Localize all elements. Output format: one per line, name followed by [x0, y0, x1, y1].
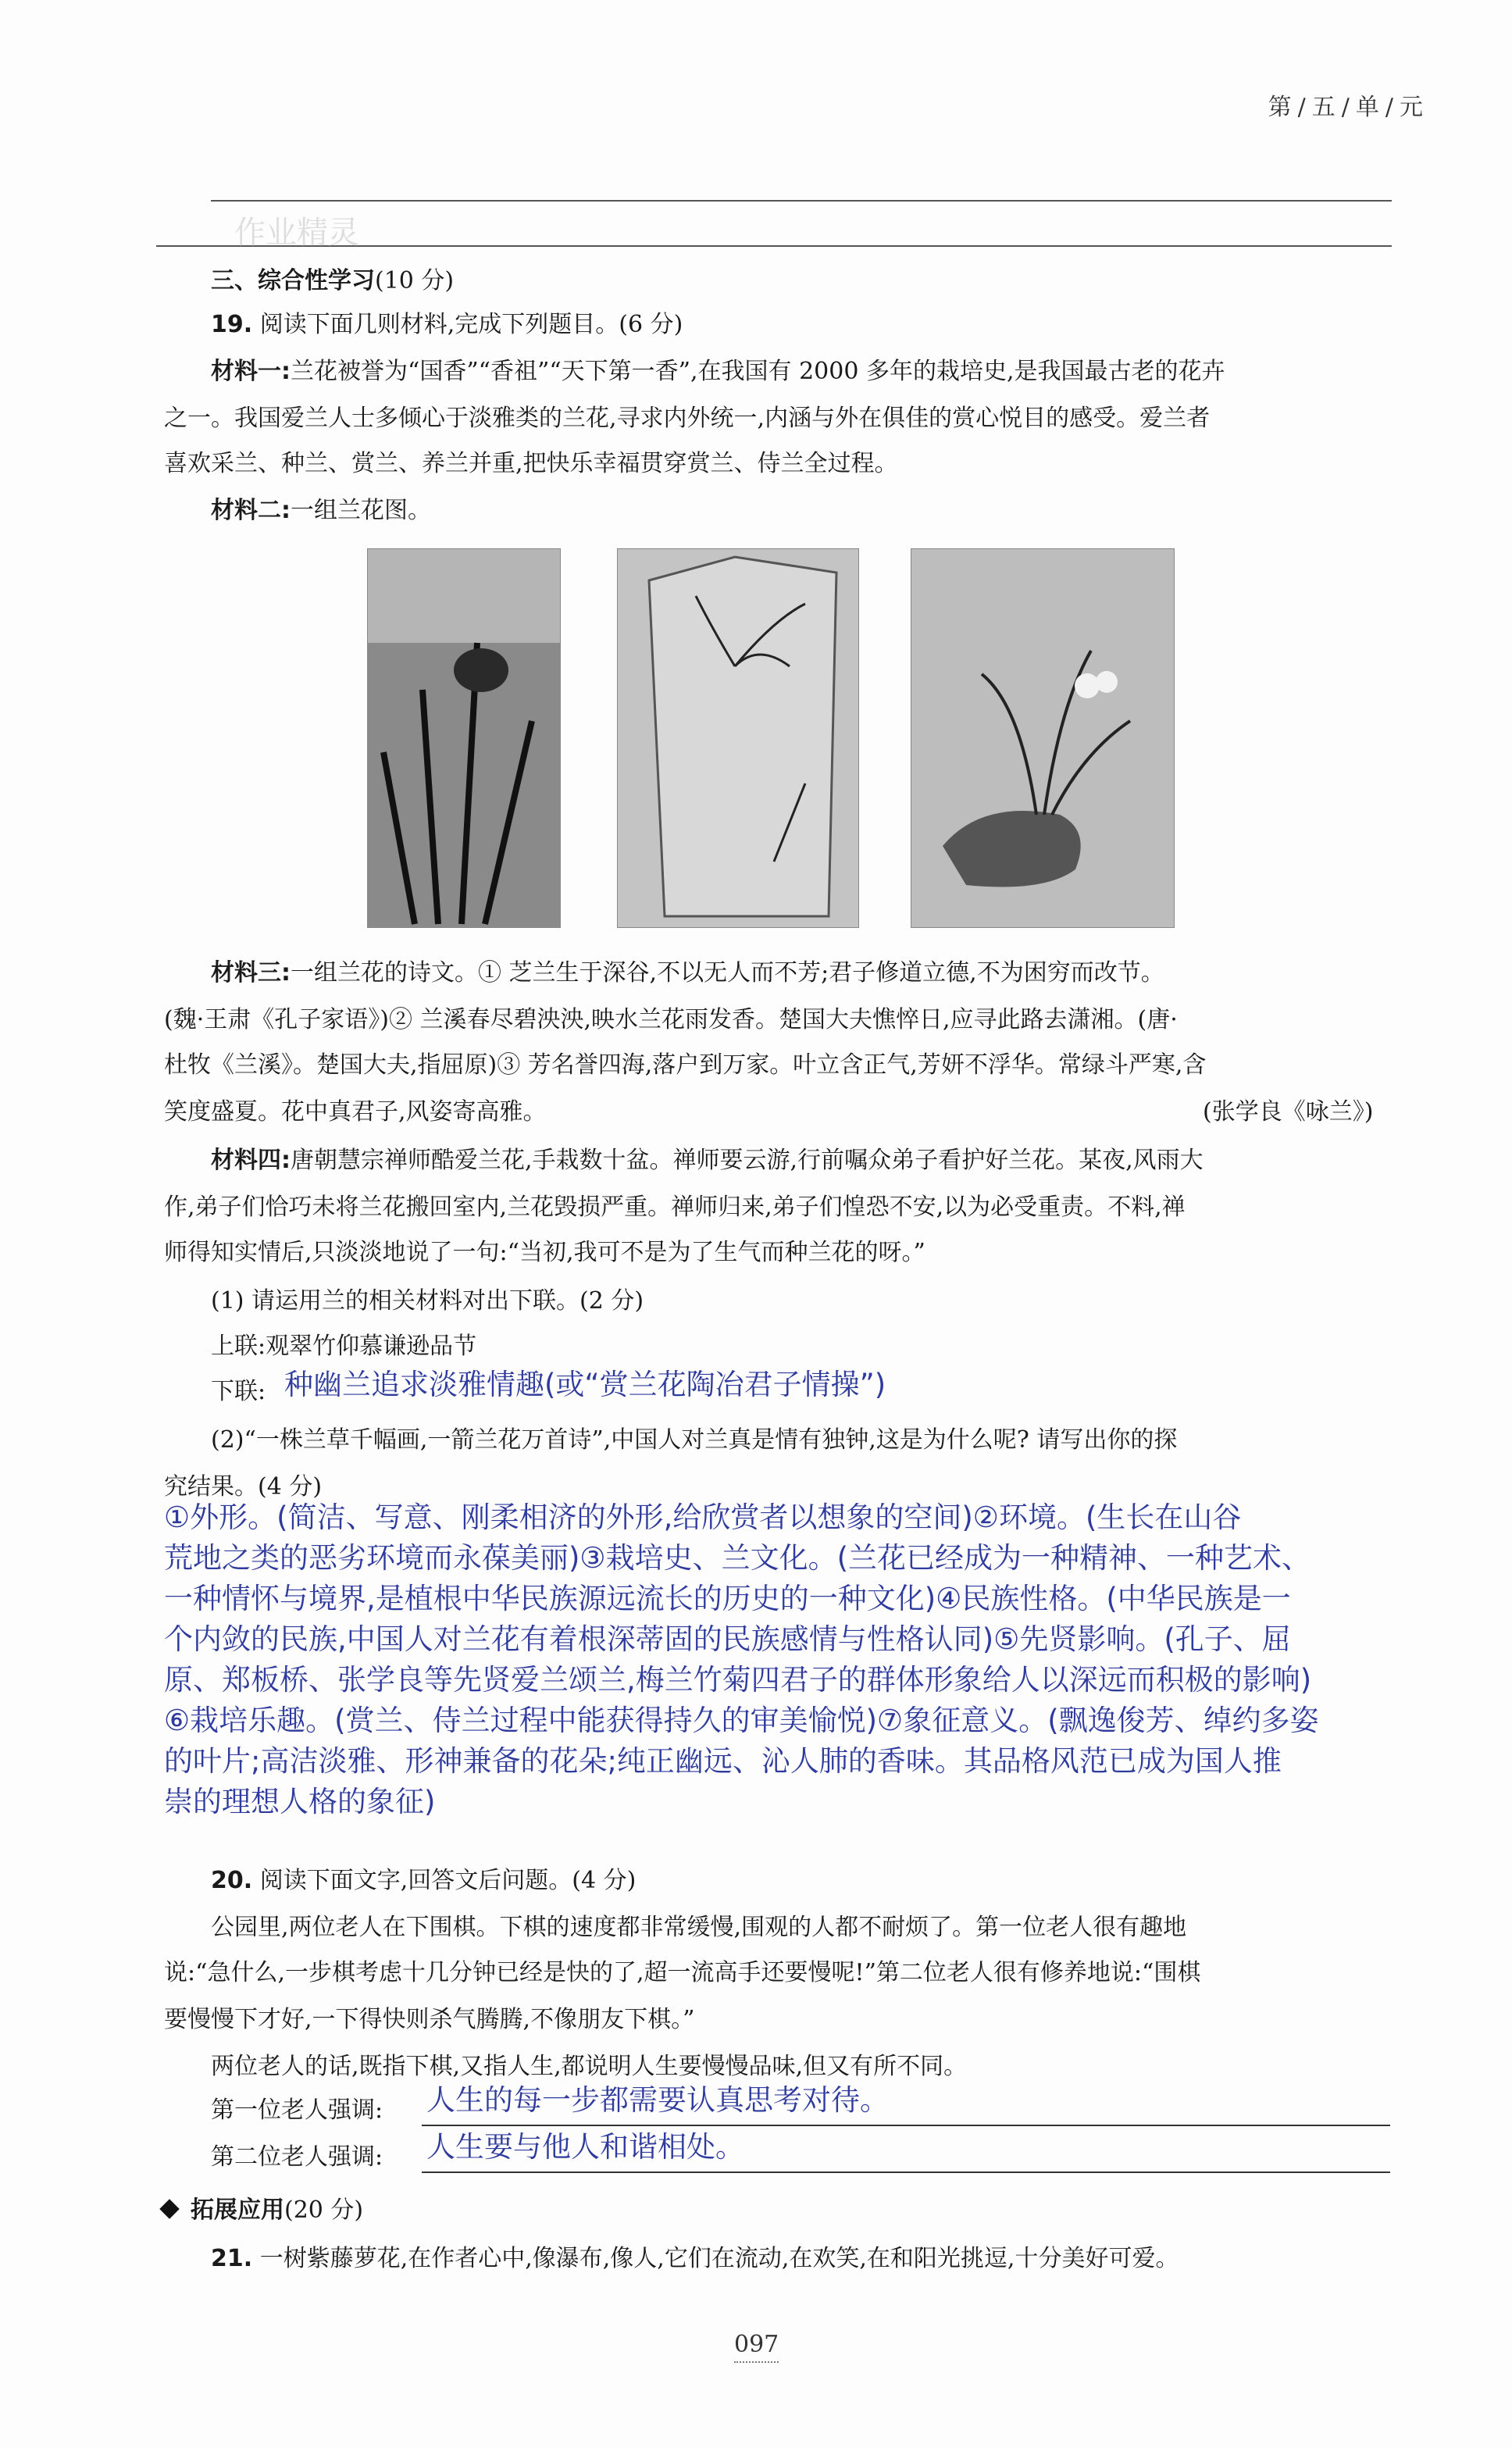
- answer-line: 个内敛的民族,中国人对兰花有着根深蒂固的民族感情与性格认同)⑤先贤影响。(孔子、屈: [164, 1622, 1291, 1656]
- material-2: 材料二:一组兰花图。: [211, 497, 431, 524]
- q19-sub2-line-2: 究结果。(4 分): [164, 1473, 323, 1501]
- q20-stem: 20. 阅读下面文字,回答文后问题。(4 分): [211, 1867, 637, 1894]
- expand-section-title: 拓展应用(20 分): [162, 2195, 363, 2226]
- section-title: 三、综合性学习(10 分): [211, 267, 455, 294]
- rock-orchid-image: [618, 549, 858, 927]
- material-4-line-3: 师得知实情后,只淡淡地说了一句:“当初,我可不是为了生气而种兰花的呀。”: [164, 1239, 925, 1266]
- material-3-line-3: 杜牧《兰溪》。楚国大夫,指屈原)③ 芳名誉四海,落户到万家。叶立含正气,芳妍不浮华。常绿斗严寒,含: [164, 1051, 1207, 1079]
- orchid-painting-3: [911, 548, 1175, 928]
- material-4-line-1: 材料四:唐朝慧宗禅师酷爱兰花,手栽数十盆。禅师要云游,行前嘱众弟子看护好兰花。某夜,风雨大: [211, 1147, 1204, 1174]
- answer-line: 一种情怀与境界,是植根中华民族源远流长的历史的一种文化)④民族性格。(中华民族是一: [164, 1582, 1291, 1615]
- answer-line: ①外形。(简洁、写意、刚柔相济的外形,给欣赏者以想象的空间)②环境。(生长在山谷: [164, 1501, 1242, 1534]
- answer-line: 的叶片;高洁淡雅、形神兼备的花朵;纯正幽远、沁人肺的香味。其品格风范已成为国人推: [164, 1744, 1282, 1778]
- q19-sub2-line-1: (2)“一株兰草千幅画,一箭兰花万首诗”,中国人对兰真是情有独钟,这是为什么呢? 请写出你的探: [211, 1426, 1178, 1454]
- orchid-painting-2: [617, 548, 859, 928]
- q20-passage-line-3: 要慢慢下才好,一下得快则杀气腾腾,不像朋友下棋。”: [164, 2006, 695, 2033]
- q19-sub1: (1) 请运用兰的相关材料对出下联。(2 分): [211, 1287, 644, 1315]
- second-elder-answer: 人生要与他人和谐相处。: [426, 2130, 744, 2164]
- q20-passage-line-4: 两位老人的话,既指下棋,又指人生,都说明人生要慢慢品味,但又有所不同。: [211, 2053, 968, 2080]
- orchid-painting-1: [367, 548, 561, 928]
- answer-line: ⑥栽培乐趣。(赏兰、侍兰过程中能获得持久的审美愉悦)⑦象征意义。(飘逸俊芳、绰约多姿: [164, 1704, 1319, 1737]
- material-1-line-3: 喜欢采兰、种兰、赏兰、养兰并重,把快乐幸福贯穿赏兰、侍兰全过程。: [164, 450, 898, 477]
- unit-header: 第/五/单/元: [1268, 94, 1429, 121]
- q20-passage-line-2: 说:“急什么,一步棋考虑十几分钟已经是快的了,超一流高手还要慢呢!”第二位老人很有修养地说:“围棋: [164, 1959, 1201, 1986]
- material-3-line-2: (魏·王肃《孔子家语》)② 兰溪春尽碧泱泱,映水兰花雨发香。楚国大夫憔悴日,应寻此路去潇湘。(唐·: [164, 1006, 1178, 1033]
- material-1-line-2: 之一。我国爱兰人士多倾心于淡雅类的兰花,寻求内外统一,内涵与外在俱佳的赏心悦目的感受。爱兰者: [164, 405, 1211, 432]
- material-1-line-1: 材料一:兰花被誉为“国香”“香祖”“天下第一香”,在我国有 2000 多年的栽培史,是我国最古老的花卉: [211, 358, 1225, 385]
- q19-stem: 19. 阅读下面几则材料,完成下列题目。(6 分): [211, 311, 683, 338]
- material-3-source: (张学良《咏兰》): [1203, 1098, 1374, 1126]
- bamboo-orchid-image: [368, 549, 560, 927]
- first-elder-answer: 人生的每一步都需要认真思考对待。: [426, 2083, 889, 2117]
- material-3-line-1: 材料三:一组兰花的诗文。① 芝兰生于深谷,不以无人而不芳;君子修道立德,不为困穷而改节。: [211, 959, 1164, 987]
- page-number: 097: [734, 2331, 779, 2363]
- answer-line: 荒地之类的恶劣环境而永葆美丽)③栽培史、兰文化。(兰花已经成为一种精神、一种艺术、: [164, 1541, 1311, 1575]
- material-4-line-2: 作,弟子们恰巧未将兰花搬回室内,兰花毁损严重。禅师归来,弟子们惶恐不安,以为必受重责。不料,禅: [164, 1194, 1186, 1221]
- q20-passage-line-1: 公园里,两位老人在下围棋。下棋的速度都非常缓慢,围观的人都不耐烦了。第一位老人很有趣地: [211, 1914, 1187, 1941]
- first-elder-label: 第一位老人强调:: [211, 2097, 383, 2124]
- watermark-text: 作业精灵: [234, 215, 359, 251]
- answer-line: 原、郑板桥、张学良等先贤爱兰颂兰,梅兰竹菊四君子的群体形象给人以深远而积极的影响): [164, 1663, 1312, 1697]
- material-3-line-4: 笑度盛夏。花中真君子,风姿寄高雅。: [164, 1098, 547, 1126]
- first-elder-answer-line: [422, 2081, 1390, 2126]
- diamond-icon: [159, 2199, 179, 2218]
- lower-couplet-answer: 种幽兰追求淡雅情趣(或“赏兰花陶冶君子情操”): [284, 1368, 886, 1401]
- second-elder-answer-line: [422, 2128, 1390, 2173]
- upper-couplet: 上联:观翠竹仰慕谦逊品节: [211, 1333, 477, 1360]
- answer-line: 崇的理想人格的象征): [164, 1785, 436, 1818]
- ink-orchid-image: [911, 549, 1174, 927]
- second-elder-label: 第二位老人强调:: [211, 2143, 383, 2171]
- lower-couplet-label: 下联:: [211, 1378, 266, 1405]
- q21: 21. 一树紫藤萝花,在作者心中,像瀑布,像人,它们在流动,在欢笑,在和阳光挑逗,十分美好可爱。: [211, 2245, 1179, 2272]
- answer-rule-1: [211, 200, 1392, 202]
